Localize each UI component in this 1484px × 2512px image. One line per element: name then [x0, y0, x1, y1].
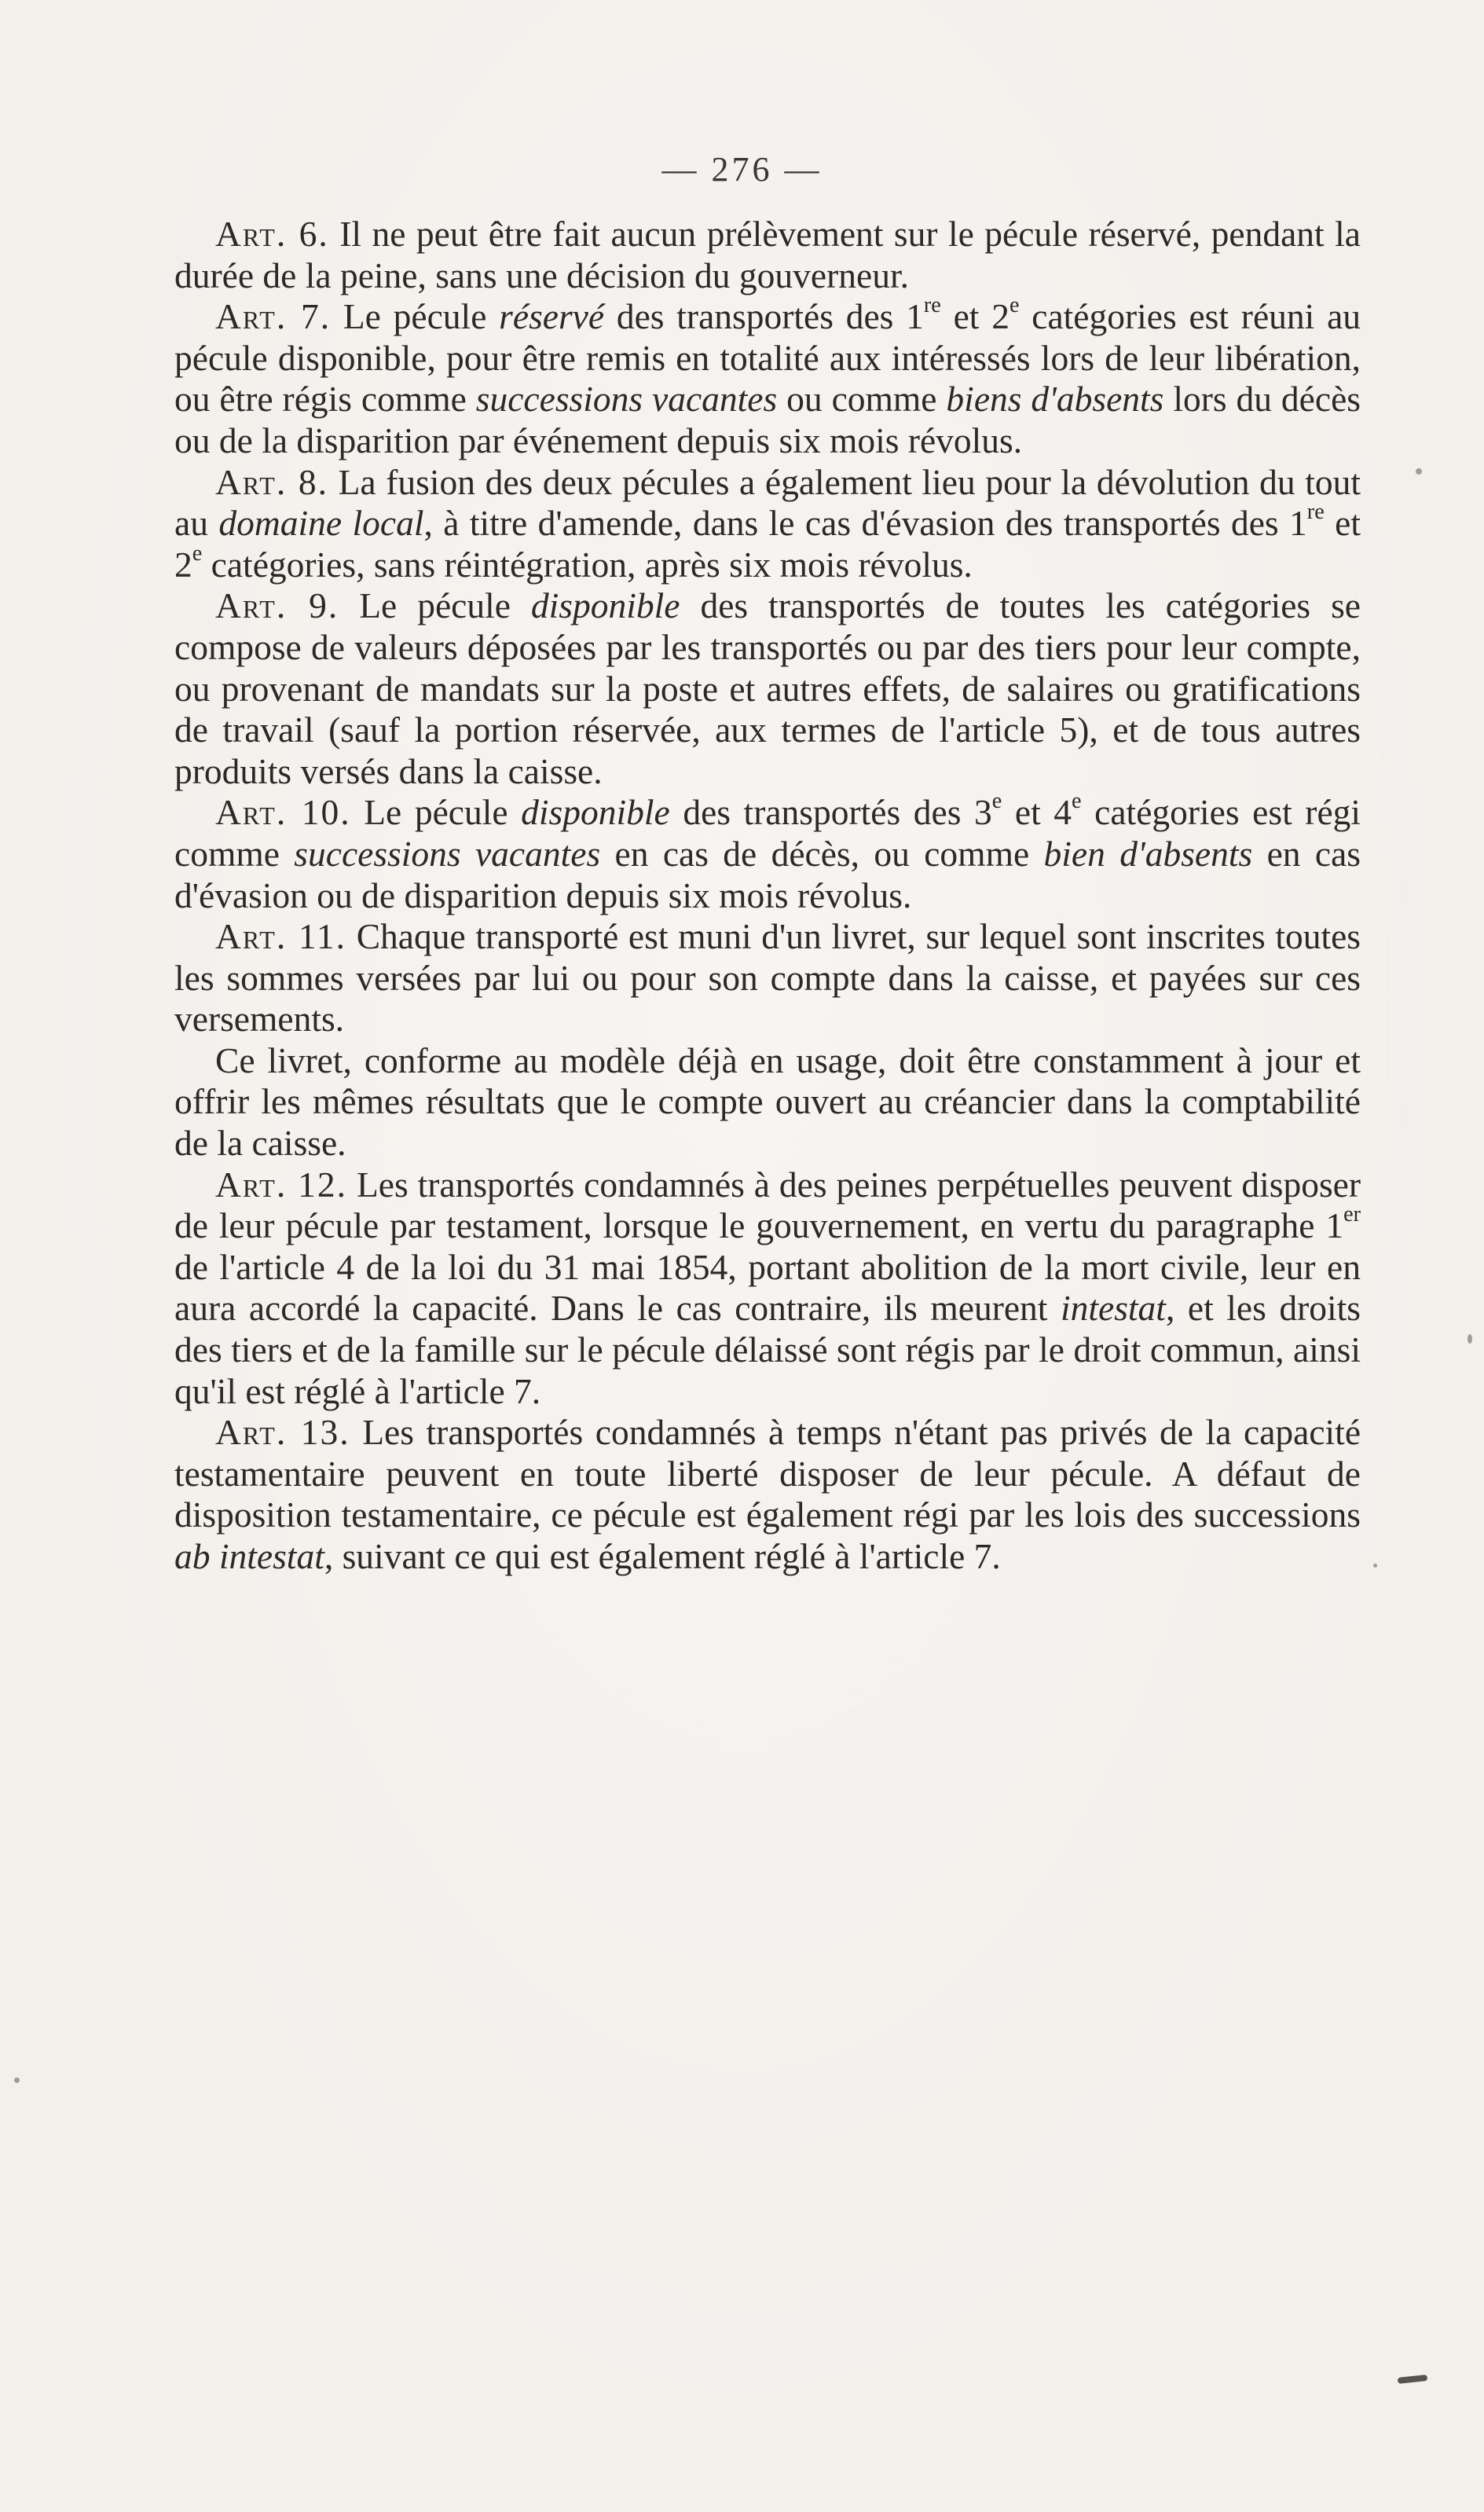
paper-speck — [1373, 1564, 1377, 1568]
italic-term: domaine local — [218, 503, 424, 544]
page-number: — 276 — — [661, 150, 823, 189]
article-text: catégories est régi comme — [174, 792, 1361, 874]
italic-term: intestat — [1060, 1288, 1166, 1329]
article-text: Le pécule — [343, 296, 500, 337]
article-text: Le pécule — [364, 792, 522, 833]
article-text: Chaque transporté est muni d'un livret, sur lequel sont inscrites toutes les sommes versées par lui ou pour son compte dans la caisse, et payées sur ces versements. — [174, 916, 1361, 1040]
article-label: Art. 10. — [215, 792, 351, 833]
article-label: Art. 7. — [215, 296, 332, 337]
italic-term: réservé — [499, 296, 605, 337]
article-label: Art. 8. — [215, 461, 328, 502]
article-8 — [174, 462, 1361, 586]
article-6 — [174, 214, 1361, 296]
italic-term: bien d'absents — [1043, 833, 1253, 874]
article-text: des transportés de toutes les catégories se compose de valeurs déposées par les transportés ou par des tiers pour leur compte, ou provenant de mandats sur la poste et autres effets, de salaires ou gratifications de travail (sauf la portion réservée, aux termes de l'article 5), et de tous autres produits versés dans la caisse. — [174, 585, 1361, 791]
ordinal-superscript: er — [1343, 1202, 1361, 1227]
article-label: Art. 6. — [215, 214, 329, 254]
ordinal-superscript: re — [923, 293, 941, 318]
article-text: des transportés des 1 — [604, 296, 924, 337]
article-11-continued — [174, 1040, 1361, 1164]
article-7 — [174, 293, 1361, 461]
article-text: La fusion des deux pécules a également lieu pour la dévolution du tout au — [174, 461, 1361, 544]
article-text: Les transportés condamnés à temps n'étant pas privés de la capacité testamentaire peuvent en toute liberté disposer de leur pécule. A défaut de disposition testamentaire, ce pécule est également régi par les lois des successions — [174, 1412, 1361, 1535]
article-text: lors du décès ou de la disparition par événement depuis six mois révolus. — [174, 379, 1361, 460]
article-text: , à titre d'amende, dans le cas d'évasion des transportés des 1 — [423, 503, 1307, 544]
ordinal-superscript: re — [1306, 500, 1325, 524]
article-text: et 4 — [1002, 792, 1072, 833]
ordinal-superscript: e — [1009, 293, 1020, 318]
article-text: des transportés des 3 — [669, 792, 992, 833]
paper-speck — [14, 2077, 20, 2083]
article-text: ou comme — [777, 379, 947, 420]
article-text: Ce livret, conforme au modèle déjà en usage, doit être constamment à jour et offrir les mêmes résultats que le compte ouvert au créancier dans la comptabilité de la caisse. — [174, 1040, 1361, 1164]
article-text: de l'article 4 de la loi du 31 mai 1854, portant abolition de la mort civile, leur en aura accordé la capacité. Dans le cas contraire, ils meurent — [174, 1246, 1361, 1329]
article-label: Art. 11. — [215, 916, 347, 957]
italic-term: disponible — [530, 585, 680, 626]
ink-mark — [1398, 2374, 1428, 2384]
italic-term: ab intestat — [174, 1536, 324, 1576]
article-text: , suivant ce qui est également réglé à l'article 7. — [324, 1536, 1001, 1576]
text-block — [174, 214, 1361, 1578]
article-text: en cas d'évasion ou de disparition depuis six mois révolus. — [174, 833, 1361, 915]
italic-term: disponible — [521, 792, 670, 833]
italic-term: successions vacantes — [294, 833, 601, 874]
article-text: Les transportés condamnés à des peines perpétuelles peuvent disposer de leur pécule par testament, lorsque le gouvernement, en vertu du paragraphe 1 — [174, 1164, 1361, 1246]
article-10 — [174, 789, 1361, 916]
italic-term: biens d'absents — [946, 379, 1164, 420]
paper-speck — [1416, 468, 1422, 475]
article-text: catégories est réuni au pécule disponible, pour être remis en totalité aux intéressés lors de leur libération, ou être régis comme — [174, 296, 1361, 420]
article-text: Le pécule — [359, 585, 531, 626]
article-12 — [174, 1164, 1361, 1413]
article-text: catégories, sans réintégration, après six mois révolus. — [202, 544, 973, 585]
article-text: Il ne peut être fait aucun prélèvement sur le pécule réservé, pendant la durée de la peine, sans une décision du gouverneur. — [174, 214, 1361, 295]
ordinal-superscript: e — [991, 789, 1002, 814]
paper-speck — [1468, 1334, 1472, 1344]
article-text: et 2 — [174, 503, 1361, 585]
article-text: en cas de décès, ou comme — [600, 833, 1044, 874]
article-text: , et les droits des tiers et de la famille sur le pécule délaissé sont régis par le droit commun, ainsi qu'il est réglé à l'article 7. — [174, 1288, 1361, 1411]
article-label: Art. 13. — [215, 1412, 350, 1453]
article-text: et 2 — [940, 296, 1009, 337]
article-9 — [174, 585, 1361, 792]
ordinal-superscript: e — [1072, 789, 1082, 814]
italic-term: successions vacantes — [475, 379, 778, 420]
article-13 — [174, 1412, 1361, 1577]
article-label: Art. 9. — [215, 585, 339, 626]
ordinal-superscript: e — [192, 541, 203, 566]
article-11 — [174, 916, 1361, 1040]
article-label: Art. 12. — [215, 1164, 348, 1205]
